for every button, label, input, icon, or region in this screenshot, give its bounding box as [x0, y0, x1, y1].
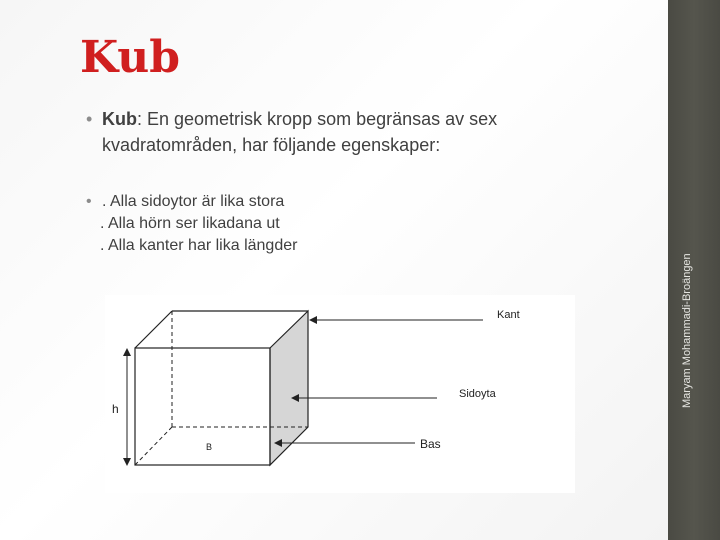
front-face	[135, 348, 270, 465]
author-credit: Maryam Mohammadi-Broängen	[681, 253, 693, 408]
definition-text: : En geometrisk kropp som begränsas av sex	[137, 109, 498, 129]
label-bas: Bas	[420, 437, 441, 451]
property-line: . Alla hörn ser likadana ut	[100, 215, 280, 232]
cube-diagram-svg	[105, 295, 575, 493]
page-title: Kub	[80, 32, 181, 83]
label-h: h	[112, 402, 119, 416]
edge	[135, 311, 172, 348]
label-sidoyta: Sidoyta	[459, 388, 496, 400]
property-line: . Alla sidoytor är lika stora	[102, 193, 285, 210]
property-line: . Alla kanter har lika längder	[100, 237, 298, 254]
bullet-dot: •	[86, 109, 93, 129]
label-b: B	[206, 442, 213, 452]
cube-diagram	[105, 295, 575, 493]
definition-text-line2: kvadratområden, har följande egenskaper:	[102, 135, 441, 155]
term-kub: Kub	[102, 109, 137, 129]
label-kant: Kant	[497, 309, 520, 321]
side-face	[270, 311, 308, 465]
bullet-properties	[86, 191, 386, 257]
bullet-dot: •	[86, 193, 92, 210]
bullet-definition	[86, 106, 556, 158]
hidden-edge	[135, 427, 172, 465]
